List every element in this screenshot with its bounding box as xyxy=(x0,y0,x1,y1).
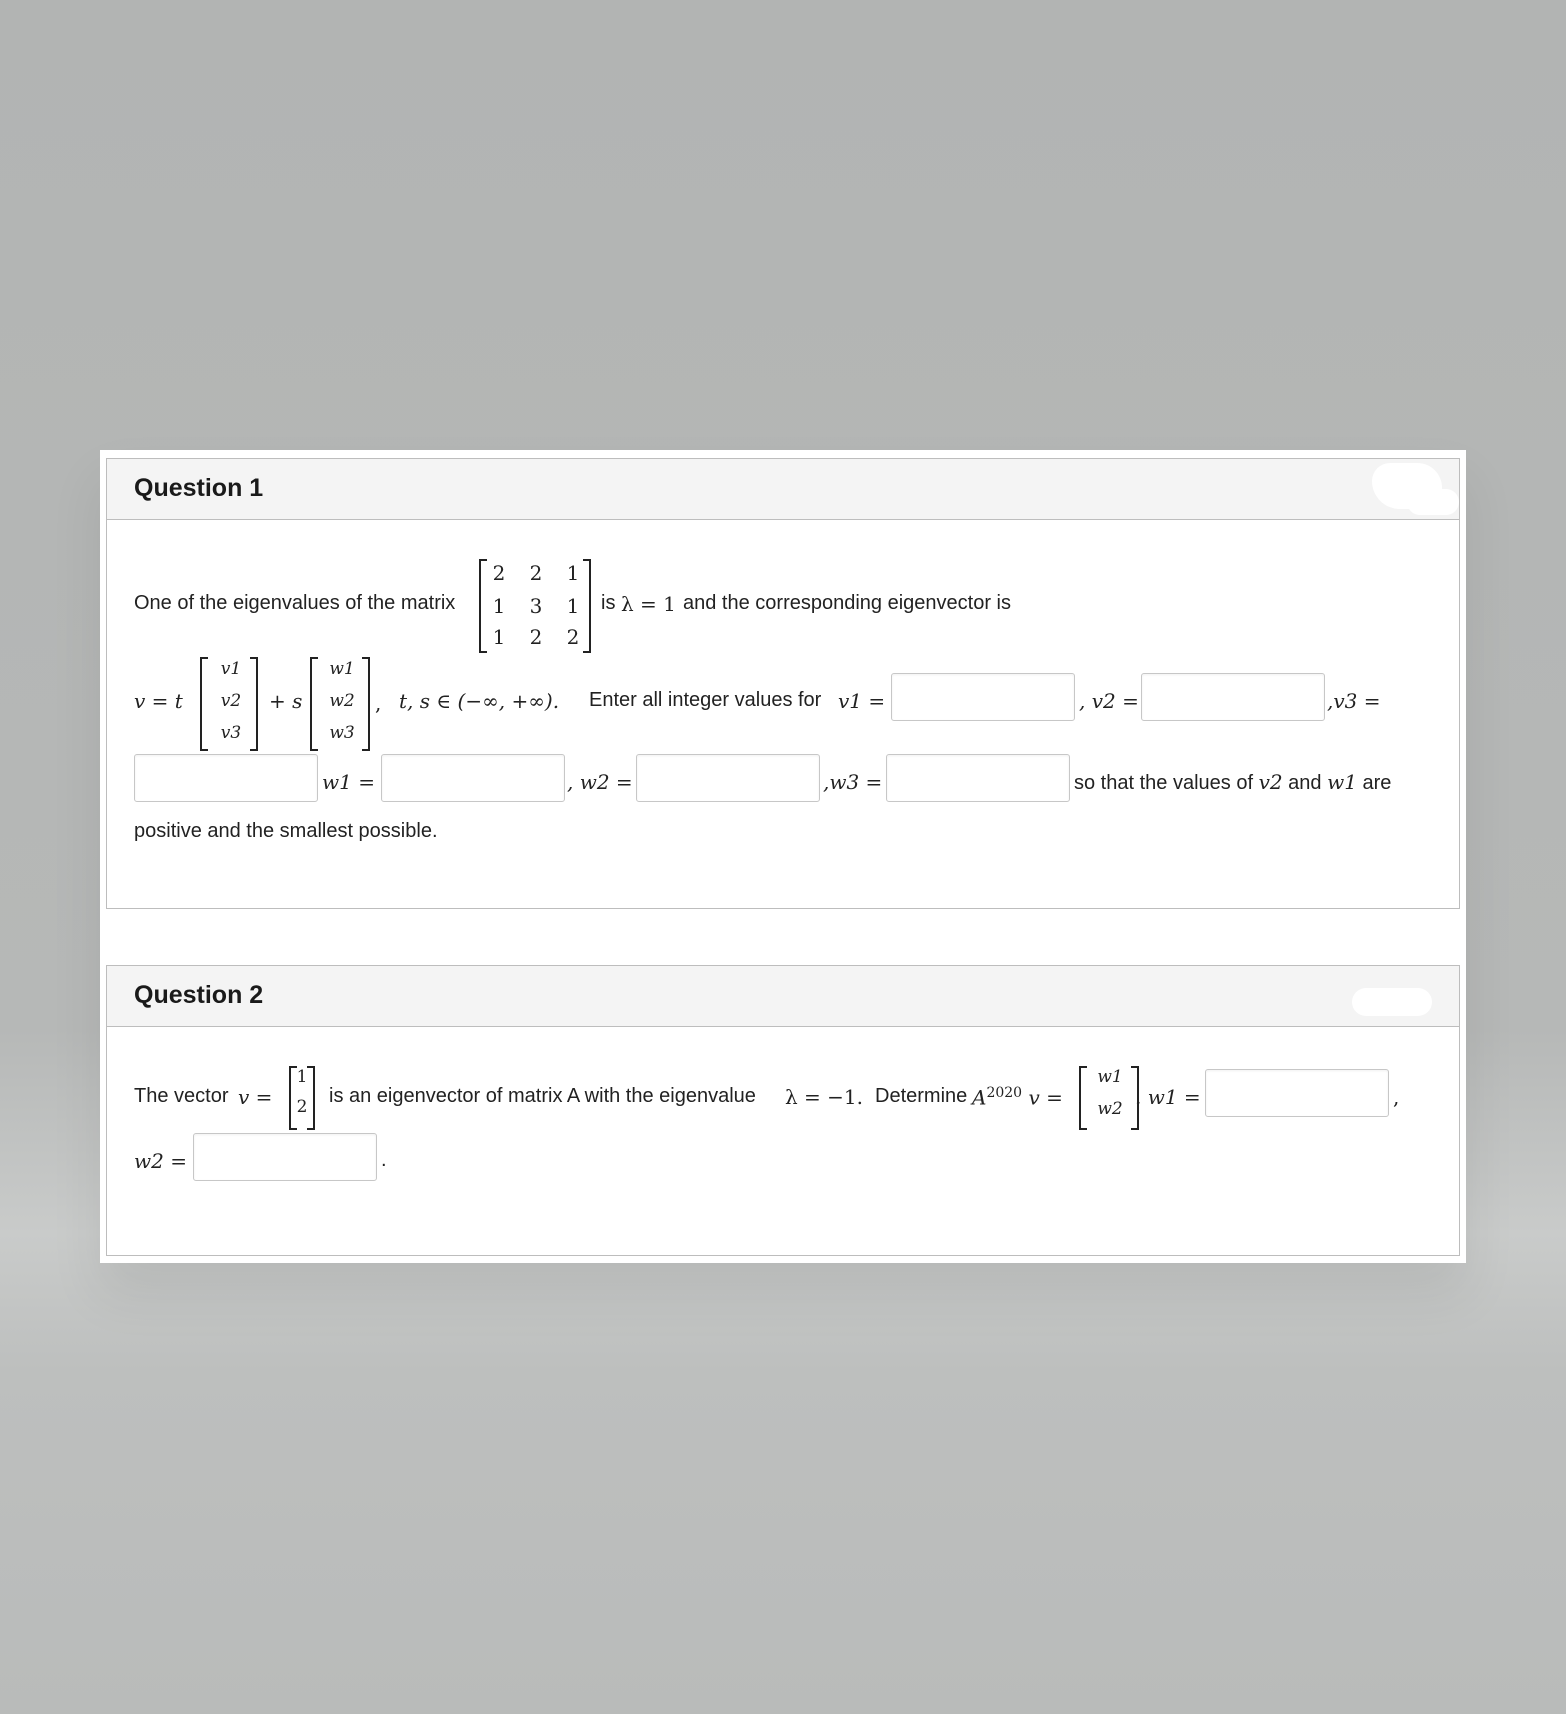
label-v2: , v2 = xyxy=(1079,689,1139,713)
q1-v2-symbol: v2 xyxy=(1258,770,1283,794)
q1-condition-text xyxy=(1074,770,1391,795)
question-2-card xyxy=(106,965,1460,1256)
q1-comma: , xyxy=(375,691,382,715)
w1-input[interactable] xyxy=(382,755,564,801)
question-sheet xyxy=(100,450,1466,1263)
q2-w1-input-box[interactable] xyxy=(1205,1069,1389,1117)
question-1-card xyxy=(106,458,1460,909)
matrix-cell: 1 xyxy=(492,625,506,649)
q2-middle-text: is an eigenvector of matrix A with the eigenvalue xyxy=(329,1085,756,1107)
q2-lambda: λ = −1. xyxy=(785,1085,863,1109)
q2-comma: , xyxy=(1393,1085,1400,1109)
q1-v-eq-t: v = t xyxy=(134,689,183,713)
q1-plus-s: + s xyxy=(269,689,303,713)
matrix-cell: 1 xyxy=(566,561,580,585)
question-2-title: Question 2 xyxy=(134,981,264,1009)
w3-input[interactable] xyxy=(887,755,1069,801)
v1-input[interactable] xyxy=(892,674,1074,720)
q2-w2-input-box[interactable] xyxy=(193,1133,377,1181)
q2-vector-entry: 2 xyxy=(296,1097,308,1117)
v2-input-box[interactable] xyxy=(1141,673,1325,721)
q2-vector-entry: 1 xyxy=(296,1067,308,1087)
vector-w-entry: w2 xyxy=(329,691,355,711)
vector-w-entry: w3 xyxy=(329,723,355,743)
matrix-cell: 3 xyxy=(529,594,543,618)
vector-w-entry: w1 xyxy=(329,659,355,679)
question-1-header xyxy=(107,459,1459,520)
q2-w2-input[interactable] xyxy=(194,1134,376,1180)
q1-so-text: so that the values of xyxy=(1074,772,1254,794)
v1-input-box[interactable] xyxy=(891,673,1075,721)
label-w1: w1 = xyxy=(322,770,375,794)
redaction-mark xyxy=(1407,489,1459,515)
vector-v-entry: v3 xyxy=(220,723,242,743)
matrix-left-bracket xyxy=(479,559,487,653)
matrix-cell: 2 xyxy=(529,625,543,649)
q1-are-text: are xyxy=(1362,772,1392,794)
q2-vector-label: The vector xyxy=(134,1085,229,1107)
q2-w-entry: w1 xyxy=(1097,1067,1123,1087)
q1-param-range: t, s ∈ (−∞, +∞). xyxy=(399,689,560,713)
q1-is-text: is xyxy=(601,592,616,614)
q2-w1-input[interactable] xyxy=(1206,1070,1388,1116)
q1-intro-text: One of the eigenvalues of the matrix xyxy=(134,592,456,614)
q2-v-eq2: v = xyxy=(1028,1085,1063,1110)
matrix-cell: 1 xyxy=(492,594,506,618)
vector-w-left-bracket xyxy=(310,657,318,751)
w1-input-box[interactable] xyxy=(381,754,565,802)
q1-w1-symbol: w1 xyxy=(1327,770,1357,794)
matrix-cell: 2 xyxy=(492,561,506,585)
q2-v-eq: v = xyxy=(238,1085,273,1109)
w2-input-box[interactable] xyxy=(636,754,820,802)
vector-w-right-bracket xyxy=(362,657,370,751)
q2-matrix-a-symbol: A xyxy=(972,1085,987,1110)
q2-w-entry: w2 xyxy=(1097,1099,1123,1119)
vector-v-entry: v2 xyxy=(220,691,242,711)
matrix-cell: 2 xyxy=(566,625,580,649)
redaction-mark xyxy=(1352,988,1432,1016)
label-w3: ,w3 = xyxy=(823,770,883,794)
w2-input[interactable] xyxy=(637,755,819,801)
q1-and-text: and xyxy=(1288,772,1322,794)
label-v3: ,v3 = xyxy=(1327,689,1381,713)
question-2-header xyxy=(107,966,1459,1027)
v3-input[interactable] xyxy=(135,755,317,801)
q2-determine-text: Determine xyxy=(875,1085,968,1107)
q2-period: . xyxy=(381,1149,387,1171)
q1-after-lambda-text: and the corresponding eigenvector is xyxy=(683,592,1011,614)
label-v1: v1 = xyxy=(838,689,886,713)
vector-v-left-bracket xyxy=(200,657,208,751)
q1-tail-text: positive and the smallest possible. xyxy=(134,820,438,842)
vector-v-entry: v1 xyxy=(220,659,242,679)
matrix-cell: 1 xyxy=(566,594,580,618)
label-w2: , w2 = xyxy=(567,770,633,794)
q2-power-expression xyxy=(972,1085,1063,1110)
vector-v-right-bracket xyxy=(250,657,258,751)
q1-lambda: λ = 1 xyxy=(621,592,676,616)
q2-label-w1: . w1 = xyxy=(1135,1085,1201,1109)
w3-input-box[interactable] xyxy=(886,754,1070,802)
v3-input-box[interactable] xyxy=(134,754,318,802)
v2-input[interactable] xyxy=(1142,674,1324,720)
question-1-title: Question 1 xyxy=(134,474,264,502)
matrix-cell: 2 xyxy=(529,561,543,585)
q2-label-w2: w2 = xyxy=(134,1149,187,1173)
q2-w-left-bracket xyxy=(1079,1066,1087,1130)
q2-exponent: 2020 xyxy=(986,1085,1023,1101)
q1-enter-text: Enter all integer values for xyxy=(589,689,822,711)
